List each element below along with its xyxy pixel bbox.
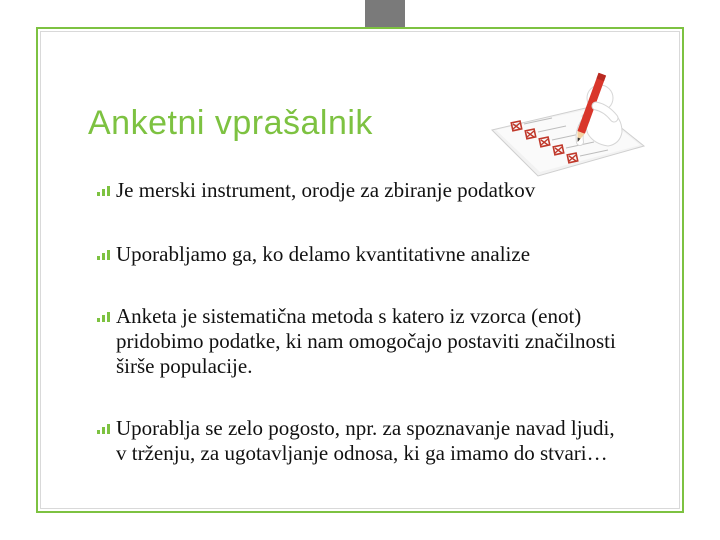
signal-bars-icon xyxy=(96,309,114,323)
slide-title: Anketni vprašalnik xyxy=(88,104,373,142)
bullet-text: Uporabljamo ga, ko delamo kvantitativne analize xyxy=(116,242,531,266)
signal-bars-icon xyxy=(96,421,114,435)
signal-bars-icon xyxy=(96,183,114,197)
bullet-item xyxy=(96,416,616,466)
bullet-item xyxy=(96,304,616,379)
bullet-text: Uporablja se zelo pogosto, npr. za spoznavanje navad ljudi, v trženju, za ugotavljanje odnosa, ki ga imamo do stvari… xyxy=(116,416,615,465)
bullet-text: Anketa je sistematična metoda s katero iz vzorca (enot) pridobimo podatke, ki nam omogočajo postaviti značilnosti širše populacije. xyxy=(116,304,616,378)
signal-bars-icon xyxy=(96,247,114,261)
bullet-text: Je merski instrument, orodje za zbiranje podatkov xyxy=(116,178,536,202)
bullet-list xyxy=(96,178,616,466)
person-filling-checklist-illustration xyxy=(482,68,654,180)
top-accent-bar xyxy=(0,0,720,16)
bullet-item xyxy=(96,242,616,267)
bullet-item xyxy=(96,178,616,203)
